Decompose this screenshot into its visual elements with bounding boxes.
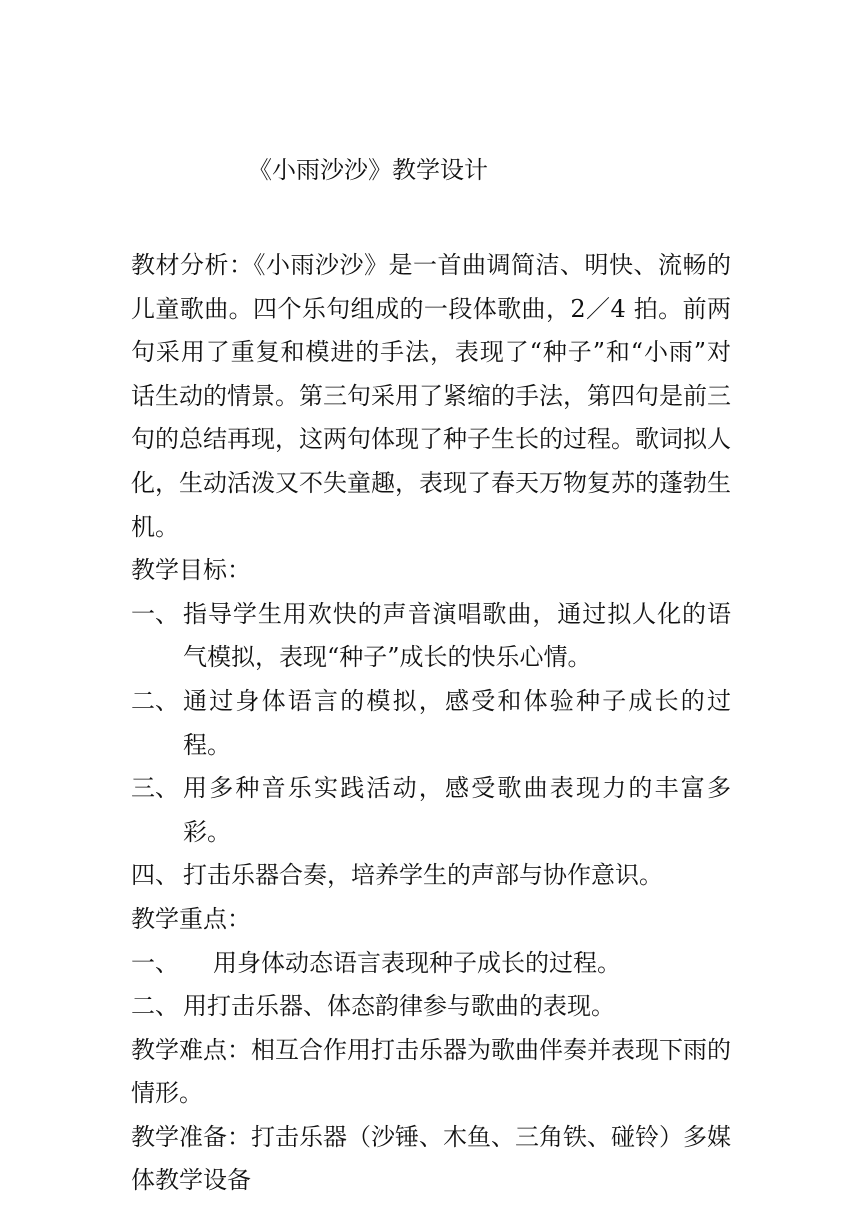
goal-item <box>131 593 731 680</box>
preparation-paragraph: 教学准备：打击乐器（沙锤、木鱼、三角铁、碰铃）多媒体教学设备 <box>131 1122 731 1195</box>
difficulty-paragraph: 教学难点：相互合作用打击乐器为歌曲伴奏并表现下雨的情形。 <box>131 1035 731 1108</box>
key-point-text: 用打击乐器、体态韵律参与歌曲的表现。 <box>183 992 615 1021</box>
goal-text: 通过身体语言的模拟，感受和体验种子成长的过程。 <box>183 686 731 759</box>
analysis-paragraph: 教材分析：《小雨沙沙》是一首曲调简洁、明快、流畅的儿童歌曲。四个乐句组成的一段体歌曲，2／4 拍。前两句采用了重复和模进的手法，表现了“种子”和“小雨”对话生动的情景。第三句采用了紧缩的手法，第四句是前三句的总结再现，这两句体现了种子生长的过程。歌词拟人化，生动活泼又不失童趣，表现了春天万物复苏的蓬勃生机。 <box>131 251 731 541</box>
document-body <box>131 244 731 1203</box>
goal-number: 三、 <box>131 774 179 803</box>
goal-number: 一、 <box>131 599 179 628</box>
goal-text: 打击乐器合奏，培养学生的声部与协作意识。 <box>183 861 663 890</box>
goal-item <box>131 680 731 767</box>
key-point-number: 二、 <box>131 992 179 1021</box>
goal-text: 指导学生用欢快的声音演唱歌曲，通过拟人化的语气模拟，表现“种子”成长的快乐心情。 <box>183 599 731 672</box>
document-title: 《小雨沙沙》教学设计 <box>248 156 488 184</box>
key-point-item <box>131 985 731 1029</box>
key-point-item <box>131 942 731 986</box>
goal-item <box>131 767 731 854</box>
key-point-number: 一、 <box>131 948 179 977</box>
key-points-heading: 教学重点： <box>131 904 251 933</box>
goal-item <box>131 854 731 898</box>
goal-text: 用多种音乐实践活动，感受歌曲表现力的丰富多彩。 <box>183 774 731 846</box>
key-point-text: 用身体动态语言表现种子成长的过程。 <box>213 948 621 977</box>
goals-heading: 教学目标： <box>131 556 251 585</box>
goal-number: 二、 <box>131 686 179 715</box>
goal-number: 四、 <box>131 861 179 890</box>
